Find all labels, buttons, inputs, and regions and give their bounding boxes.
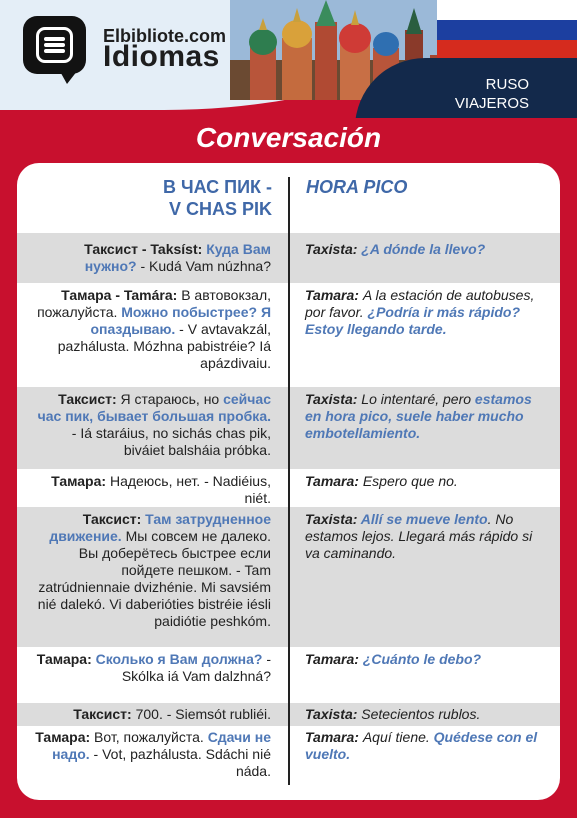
- russian-line: [31, 241, 271, 275]
- flag-stripe-white: [437, 0, 577, 20]
- dialogue-text: Надеюсь, нет. - Nadiéius, niét.: [109, 473, 271, 506]
- highlighted-phrase: ¿Cuánto le debo?: [362, 651, 482, 667]
- highlighted-phrase: Куда Вам нужно?: [84, 241, 271, 274]
- dialogue-text: Aquí tiene.: [362, 729, 434, 745]
- dialogue-text: 700. - Siemsót rubliéi.: [135, 706, 271, 722]
- speaker-label: Тамара:: [51, 473, 110, 489]
- speaker-label: Tamara:: [305, 729, 363, 745]
- column-heading-russian: [27, 176, 272, 220]
- spanish-line: [305, 706, 543, 723]
- conversation-card: [17, 163, 560, 800]
- page-title: Conversación: [195, 122, 382, 153]
- russian-line: [31, 473, 271, 507]
- russian-line: [31, 729, 271, 780]
- speaker-label: Таксист:: [73, 706, 136, 722]
- russian-line: [31, 706, 271, 723]
- spanish-line: [305, 651, 543, 668]
- column-heading-russian-line1: В ЧАС ПИК -: [162, 177, 272, 197]
- dialogue-text: - Kudá Vam núzhna?: [136, 258, 271, 274]
- dialogue-text: - V avtavakzál, pazhálusta. Mózhna pabistréie? Iá apázdivaiu.: [57, 321, 271, 371]
- spanish-line: [305, 729, 543, 763]
- russian-line: [31, 511, 271, 630]
- speaker-label: Tamara:: [305, 287, 363, 303]
- highlighted-phrase: ¿Podría ir más rápido? Estoy llegando tarde.: [305, 304, 520, 337]
- spanish-line: [305, 511, 543, 562]
- highlighted-phrase: Там затрудненное движение.: [49, 511, 271, 544]
- dialogue-text: Espero que no.: [362, 473, 458, 489]
- dialogue-text: Lo intentaré, pero: [361, 391, 475, 407]
- speaker-label: Tamara:: [305, 651, 363, 667]
- dialogue-text: В автовокзал, пожалуйста.: [37, 287, 271, 320]
- spanish-line: [305, 241, 543, 258]
- speaker-label: Таксист - Taksíst:: [84, 241, 207, 257]
- speaker-label: Taxista:: [305, 391, 362, 407]
- highlighted-phrase: Можно побыстрее? Я опаздываю.: [90, 304, 271, 337]
- tag-audience: VIAJEROS: [454, 95, 529, 112]
- tag-language: RUSO: [485, 76, 529, 93]
- russian-line: [31, 287, 271, 372]
- dialogue-text: Setecientos rublos.: [361, 706, 481, 722]
- speaker-label: Taxista:: [305, 511, 361, 527]
- speaker-label: Таксист:: [58, 391, 121, 407]
- russian-line: [31, 651, 271, 685]
- column-heading-spanish: HORA PICO: [306, 177, 408, 197]
- column-divider: [288, 177, 290, 785]
- highlighted-phrase: Сдачи не надо.: [52, 729, 271, 762]
- spanish-line: [305, 287, 543, 338]
- dialogue-text: Я стараюсь, но: [120, 391, 224, 407]
- column-heading-russian-line2: V CHAS PIK: [168, 199, 272, 219]
- speaker-label: Taxista:: [305, 706, 362, 722]
- highlighted-phrase: Quédese con el vuelto.: [305, 729, 538, 762]
- highlighted-phrase: ¿A dónde la llevo?: [361, 241, 486, 257]
- dialogue-text: - Vot, pazhálusta. Sdáchi nié náda.: [89, 746, 271, 779]
- spanish-line: [305, 391, 543, 442]
- dialogue-text: A la estación de autobuses, por favor.: [305, 287, 535, 320]
- speaker-label: Тамара:: [36, 651, 96, 667]
- highlighted-phrase: Сколько я Вам должна?: [95, 651, 263, 667]
- dialogue-text: . No estamos lejos. Llegará más rápido si va caminando.: [305, 511, 533, 561]
- highlighted-phrase: estamos en hora pico, suele haber mucho embotellamiento.: [305, 391, 532, 441]
- dialogue-text: - Skólka iá Vam dalzhná?: [121, 651, 271, 684]
- dialogue-text: - Iá staráius, no sichás chas pik, biváiet balsháia próbka.: [71, 425, 271, 458]
- russian-line: [31, 391, 271, 459]
- speaker-label: Тамара:: [35, 729, 95, 745]
- dialogue-text: Вот, пожалуйста.: [94, 729, 208, 745]
- speaker-label: Таксист:: [82, 511, 146, 527]
- speaker-label: Tamara:: [305, 473, 363, 489]
- brand-site: Elbibliote.com: [103, 26, 227, 46]
- dialogue-text: Мы совсем не далеко. Вы доберётесь быстрее если пойдете пешком. - Tam zatrúdniennaie dvizhénie. Mi savsiém nié dalekó. Vi daberiótіes bistréie iésli paidiótie peshkóm.: [37, 528, 271, 629]
- spanish-line: [305, 473, 543, 490]
- header: [0, 0, 577, 118]
- highlighted-phrase: Allí se mueve lento: [360, 511, 488, 527]
- speaker-label: Тамара - Tamára:: [61, 287, 182, 303]
- brand-name: Idiomas: [103, 40, 220, 73]
- speaker-label: Taxista:: [305, 241, 362, 257]
- elbibliote-logo-icon: [23, 16, 86, 74]
- flag-stripe-red: [437, 40, 577, 60]
- flag-stripe-blue: [437, 20, 577, 40]
- russian-flag: [437, 0, 577, 60]
- highlighted-phrase: сейчас час пик, бывает большая пробка.: [37, 391, 271, 424]
